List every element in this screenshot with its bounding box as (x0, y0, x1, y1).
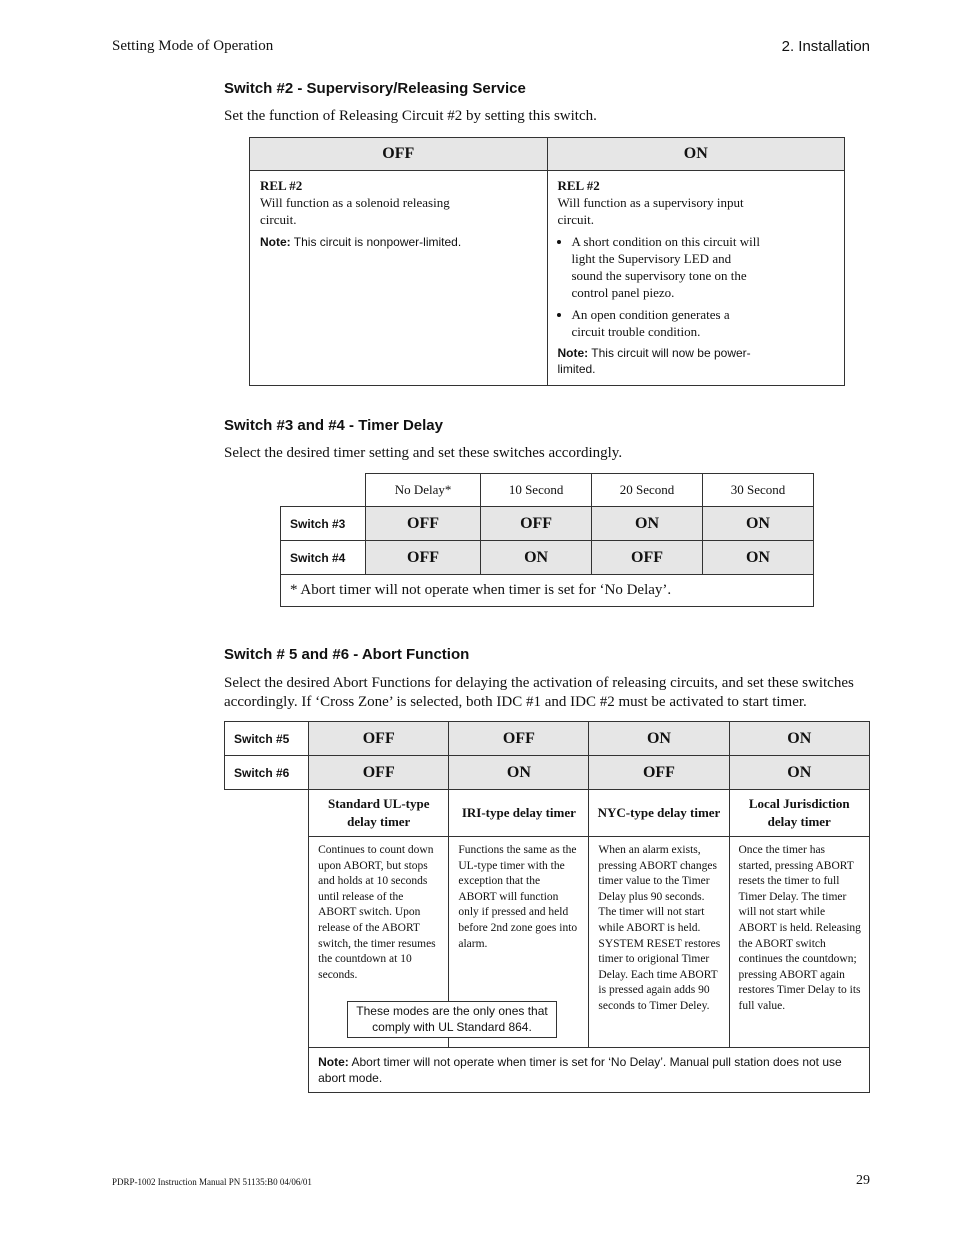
timer-delay-table (280, 473, 814, 607)
header-section-title: Setting Mode of Operation (112, 38, 274, 54)
mode-name: IRI-type delay timer (449, 790, 589, 837)
row-label-switch3: Switch #3 (281, 507, 366, 541)
column-header: 30 Second (702, 474, 813, 507)
mode-description: Continues to count down upon ABORT, but stops and holds at 10 seconds until release of the ABORT switch. Upon release of the ABORT switch, the timer resumes the countdown at 10 seconds. (309, 837, 449, 1048)
on-note-text: This circuit will now be power-limited. (557, 346, 751, 376)
section-title-switch34: Switch #3 and #4 - Timer Delay (224, 417, 443, 434)
switch3-value: OFF (481, 507, 592, 541)
switch3-value: ON (592, 507, 703, 541)
page-number: 29 (856, 1173, 870, 1188)
on-note (558, 345, 765, 377)
section-intro-switch34: Select the desired timer setting and set these switches accordingly. (224, 445, 623, 461)
switch5-value: ON (729, 722, 870, 756)
section-title-switch2: Switch #2 - Supervisory/Releasing Service (224, 80, 526, 97)
switch3-value: ON (702, 507, 813, 541)
switch4-value: OFF (592, 541, 703, 575)
off-note (260, 234, 467, 250)
abort-note (309, 1048, 870, 1093)
switch6-value: OFF (589, 756, 729, 790)
header-chapter: 2. Installation (781, 38, 870, 55)
mode-name: Local Jurisdiction delay timer (729, 790, 870, 837)
on-note-label: Note: (557, 346, 589, 360)
on-cell (547, 171, 845, 386)
switch2-table (249, 137, 845, 386)
switch4-value: ON (702, 541, 813, 575)
off-header: OFF (250, 138, 548, 171)
row-label-switch6: Switch #6 (225, 756, 309, 790)
mode-name: NYC-type delay timer (589, 790, 729, 837)
switch5-value: OFF (449, 722, 589, 756)
section-intro-switch2: Set the function of Releasing Circuit #2 by setting this switch. (224, 108, 597, 124)
switch4-value: ON (481, 541, 592, 575)
off-note-label: Note: (260, 235, 291, 249)
switch6-value: ON (729, 756, 870, 790)
row-label-switch4: Switch #4 (281, 541, 366, 575)
footer-manual-id: PDRP-1002 Instruction Manual PN 51135:B0 04/06/01 (112, 1177, 312, 1187)
on-rel-label: REL #2 (557, 178, 600, 193)
row-label-switch5: Switch #5 (225, 722, 309, 756)
timer-footnote: * Abort timer will not operate when timer is set for ‘No Delay’. (281, 575, 814, 607)
abort-note-label: Note: (318, 1055, 349, 1069)
left-blank (225, 790, 309, 1093)
mode-description: Functions the same as the UL-type timer with the exception that the ABORT will function only if pressed and held before 2nd zone goes into alarm. (449, 837, 589, 1048)
on-rel-text: Will function as a supervisory input circuit. (557, 195, 744, 227)
on-bullet: • An open condition generates a circuit trouble condition. (572, 306, 765, 340)
column-header: No Delay* (366, 474, 481, 507)
switch3-value: OFF (366, 507, 481, 541)
section-intro-switch56: Select the desired Abort Functions for delaying the activation of releasing circuits, and set these switches accordingly. If ‘Cross Zone’ is selected, both IDC #1 and IDC #2 must be activated to start timer. (224, 675, 854, 710)
section-title-switch56: Switch # 5 and #6 - Abort Function (224, 646, 470, 663)
switch6-value: ON (449, 756, 589, 790)
off-rel-text: Will function as a solenoid releasing circuit. (260, 195, 450, 227)
off-cell (250, 171, 548, 386)
column-header: 20 Second (592, 474, 703, 507)
switch5-value: OFF (309, 722, 449, 756)
off-note-text: This circuit is nonpower-limited. (290, 235, 462, 249)
switch6-value: OFF (309, 756, 449, 790)
switch5-value: ON (589, 722, 729, 756)
abort-note-text: Abort timer will not operate when timer is set for ‘No Delay’. Manual pull station does not use abort mode. (318, 1055, 842, 1085)
column-header: 10 Second (481, 474, 592, 507)
corner-blank (281, 474, 366, 507)
on-header: ON (547, 138, 845, 171)
ul-callout-box: These modes are the only ones that comply with UL Standard 864. (347, 1001, 557, 1038)
mode-description: Once the timer has started, pressing ABORT resets the timer to full Timer Delay. The timer will not start while ABORT is held. Releasing the ABORT switch continues the countdown; pressing ABORT again restores Timer Delay to its full value. (729, 837, 870, 1048)
on-bullet-list (558, 233, 765, 340)
switch4-value: OFF (366, 541, 481, 575)
mode-name: Standard UL-type delay timer (309, 790, 449, 837)
mode-description: When an alarm exists, pressing ABORT changes timer value to the Timer Delay plus 90 seconds. The timer will not start while ABORT is held. SYSTEM RESET restores timer to origional Timer Delay. Each time ABORT is pressed again adds 90 seconds to Timer Deley. (589, 837, 729, 1048)
off-rel-label: REL #2 (260, 178, 303, 193)
on-bullet: • A short condition on this circuit will light the Supervisory LED and sound the supervisory tone on the control panel piezo. (572, 233, 765, 301)
